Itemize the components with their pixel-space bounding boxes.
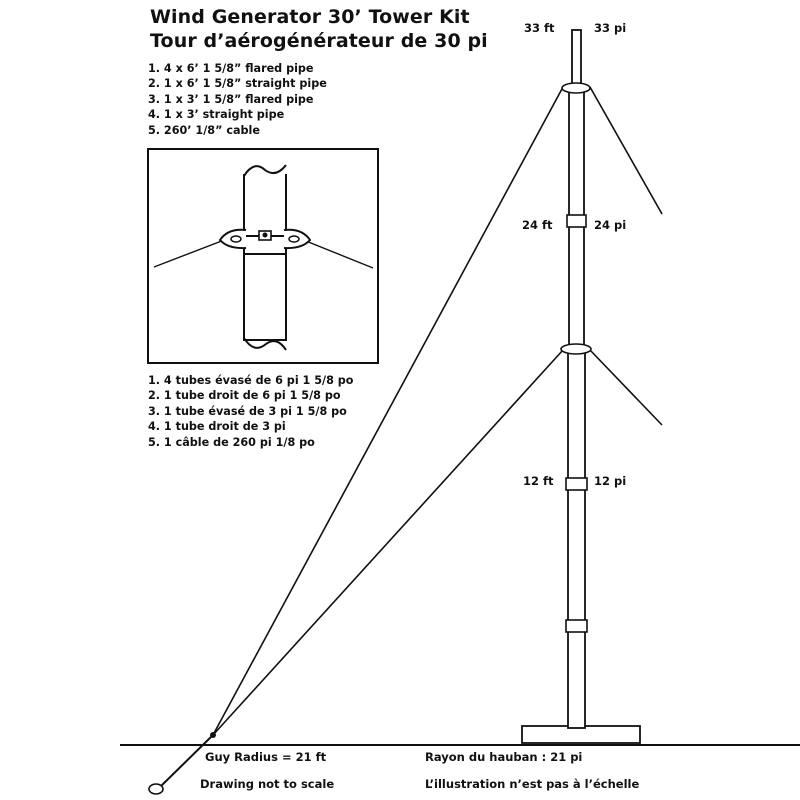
guy-radius-french: Rayon du hauban : 21 pi (425, 750, 583, 764)
height-label-mid-ft: 24 ft (522, 218, 553, 232)
height-label-top-ft: 33 ft (524, 21, 555, 35)
parts-item: 5. 1 câble de 260 pi 1/8 po (148, 435, 315, 449)
joint (566, 620, 587, 632)
mast-lower-section (568, 350, 585, 728)
guy-wire-mid-left (213, 350, 563, 735)
guy-collar-mid (561, 344, 591, 354)
parts-item: 3. 1 tube évasé de 3 pi 1 5/8 po (148, 404, 347, 418)
inset-pipe (244, 174, 286, 340)
guy-wire-top-right (590, 87, 662, 214)
height-label-low-pi: 12 pi (594, 474, 627, 488)
inset-bolt-head (263, 233, 268, 238)
scale-note-french: L’illustration n’est pas à l’échelle (425, 777, 640, 791)
title-french: Tour d’aérogénérateur de 30 pi (150, 30, 488, 52)
title-english: Wind Generator 30’ Tower Kit (150, 6, 470, 28)
parts-item: 2. 1 x 6’ 1 5/8” straight pipe (148, 77, 327, 91)
parts-item: 4. 1 tube droit de 3 pi (148, 420, 286, 434)
inset-ear-hole (289, 236, 299, 242)
height-label-top-pi: 33 pi (594, 21, 627, 35)
parts-item: 1. 4 tubes évasé de 6 pi 1 5/8 po (148, 374, 354, 387)
inset-ear-hole (231, 236, 241, 242)
parts-item: 2. 1 tube droit de 6 pi 1 5/8 po (148, 389, 341, 403)
parts-item: 4. 1 x 3’ straight pipe (148, 108, 285, 122)
height-label-low-ft: 12 ft (523, 474, 554, 488)
scale-note-english: Drawing not to scale (200, 777, 335, 791)
mast-top-section (572, 30, 581, 90)
guy-wire-mid-right (590, 350, 662, 425)
anchor-point (210, 732, 216, 738)
joint (567, 215, 586, 227)
collar-detail-inset (148, 149, 378, 363)
anchor-plate (149, 784, 163, 794)
guy-radius-english: Guy Radius = 21 ft (205, 750, 327, 764)
parts-item: 5. 260’ 1/8” cable (148, 123, 260, 137)
guy-collar-top (562, 83, 590, 93)
height-label-mid-pi: 24 pi (594, 218, 627, 232)
joint (566, 478, 587, 490)
parts-item: 3. 1 x 3’ 1 5/8” flared pipe (148, 92, 314, 106)
parts-item: 1. 4 x 6’ 1 5/8” flared pipe (148, 62, 314, 75)
